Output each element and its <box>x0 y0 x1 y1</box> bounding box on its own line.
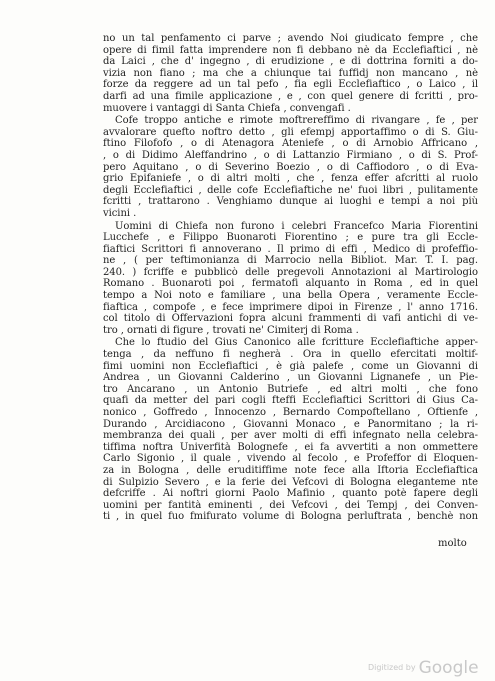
text-line: membranza dei quali , per aver molti di effi infegnato nella celebra- <box>103 430 478 442</box>
watermark-logo-text: Google <box>418 657 479 678</box>
text-line: vicini . <box>103 207 137 219</box>
google-watermark <box>368 657 479 678</box>
text-line: tiffima noftra Univerfità Bolognefe , ei fa avvertiti a non ommettere <box>103 441 478 453</box>
text-line: Che lo ftudio del Gius Canonico alle fcritture Ecclefiaftiche apper- <box>115 337 478 349</box>
watermark-small-text: Digitized by <box>368 663 416 672</box>
text-line: 240. ) fcriffe e pubblicò delle pregevoli Annotazioni al Martirologio <box>103 266 478 278</box>
text-line: ftino Filofofo , o di Atenagora Ateniefe , o di Arnobio Affricano , <box>103 138 478 150</box>
text-line: fiaftici Scrittori fi annoverano . Il primo di effi , Medico di profeffio- <box>103 243 478 255</box>
text-line: di Sulpizio Severo , e la ferie dei Vefcovi di Bologna eleganteme nte <box>103 476 478 488</box>
body-text <box>103 33 478 523</box>
text-line: da Laici , che d' ingegno , di erudizione , e di dottrina forniti a do- <box>103 56 478 68</box>
text-line: tempo a Noi noto e familiare , una bella Opera , veramente Eccle- <box>103 290 478 302</box>
text-line: Lucchefe , e Filippo Buonaroti Fiorentino ; e pure tra gli Eccle- <box>103 232 478 244</box>
text-line: col titolo di Offervazioni fopra alcuni frammenti di vafi antichi di ve- <box>103 313 478 325</box>
text-line: darfi ad una fimile applicazione , e , con quel genere di fcritti , pro- <box>103 90 478 102</box>
text-line: quafi da metter del pari cogli fteffi Ecclefiaftici Scrittori di Gius Ca- <box>103 395 478 407</box>
text-line: ne , ( per teftimonianza di Marrocio nella Bibliot. Mar. T. I. pag. <box>103 255 478 267</box>
text-line: degli Ecclefiaftici , delle cofe Ecclefiaftiche ne' fuoi libri , pulitamente <box>103 184 478 196</box>
text-line: , o di Didimo Aleffandrino , o di Lattanzio Firmiano , o di S. Prof- <box>103 149 478 161</box>
catchword: molto <box>438 538 467 549</box>
text-line: tro Ancarano , un Antonio Butriefe , ed altri molti , che fono <box>103 383 478 395</box>
text-line: opere di fimil fatta imprendere non fi debbano nè da Ecclefiaftici , nè <box>103 44 478 56</box>
text-line: defcriffe . Ai noftri giorni Paolo Mafinio , quanto potè fapere degli <box>103 488 478 500</box>
text-line: vizia non fiano ; ma che a chiunque tai fuffidj non mancano , nè <box>103 67 478 79</box>
text-line: fcritti , trattarono . Venghiamo dunque ai luoghi e tempi a noi più <box>103 196 478 208</box>
text-line: Romano . Buonaroti poi , fermatofi alquanto in Roma , ed in quel <box>103 278 478 290</box>
text-line: ti , in quel fuo fmifurato volume di Bologna perluftrata , benchè non <box>103 511 478 523</box>
text-line: Carlo Sigonio , il quale , vivendo al fecolo , e Profeffor di Eloquen- <box>103 453 478 465</box>
text-line: grio Epifaniefe , o di altri molti , che , fenza effer afcritti al ruolo <box>103 173 478 185</box>
text-line: Durando , Arcidiacono , Giovanni Monaco , e Panormitano ; la ri- <box>103 418 478 430</box>
text-line: muovere i vantaggi di Santa Chiefa , convengafi . <box>103 102 351 114</box>
text-line: Cofe troppo antiche e rimote moftrereffimo di rivangare , fe , per <box>115 115 478 127</box>
text-line: za in Bologna , delle eruditiffime note fece alla Iftoria Ecclefiaftica <box>103 464 478 476</box>
text-line: no un tal penfamento ci parve ; avendo Noi giudicato fempre , che <box>103 33 478 44</box>
text-line: forze da reggere ad un tal pefo , fia egli Ecclefiaftico , o Laico , il <box>103 79 478 91</box>
text-line: fimi uomini non Ecclefiaftici , è già palefe , come un Giovanni di <box>103 360 478 372</box>
text-line: Andrea , un Giovanni Calderino , un Giovanni Lignanefe , un Pie- <box>103 372 478 384</box>
text-line: tro , ornati di figure , trovati ne' Cimiterj di Roma . <box>103 324 359 336</box>
text-line: pero Aquitano , o di Severino Boezio , o di Caffiodoro , o di Eva- <box>103 161 478 173</box>
text-line: avvalorare quefto noftro detto , gli efempj apportaffimo o di S. Giu- <box>103 126 478 138</box>
text-line: Uomini di Chiefa non furono i celebri Francefco Maria Fiorentini <box>115 220 478 232</box>
text-line: tenga , da neffuno fi negherà . Ora in quello efercitati moltif- <box>103 349 478 361</box>
text-line: fiaftica , compofe , e fece imprimere dipoi in Firenze , l' anno 1716. <box>103 301 478 313</box>
text-line: uomini per fantità eminenti , dei Vefcovi , dei Tempj , dei Conven- <box>103 499 478 511</box>
text-line: nonico , Goffredo , Innocenzo , Bernardo Compoftellano , Oftienfe , <box>103 407 478 418</box>
